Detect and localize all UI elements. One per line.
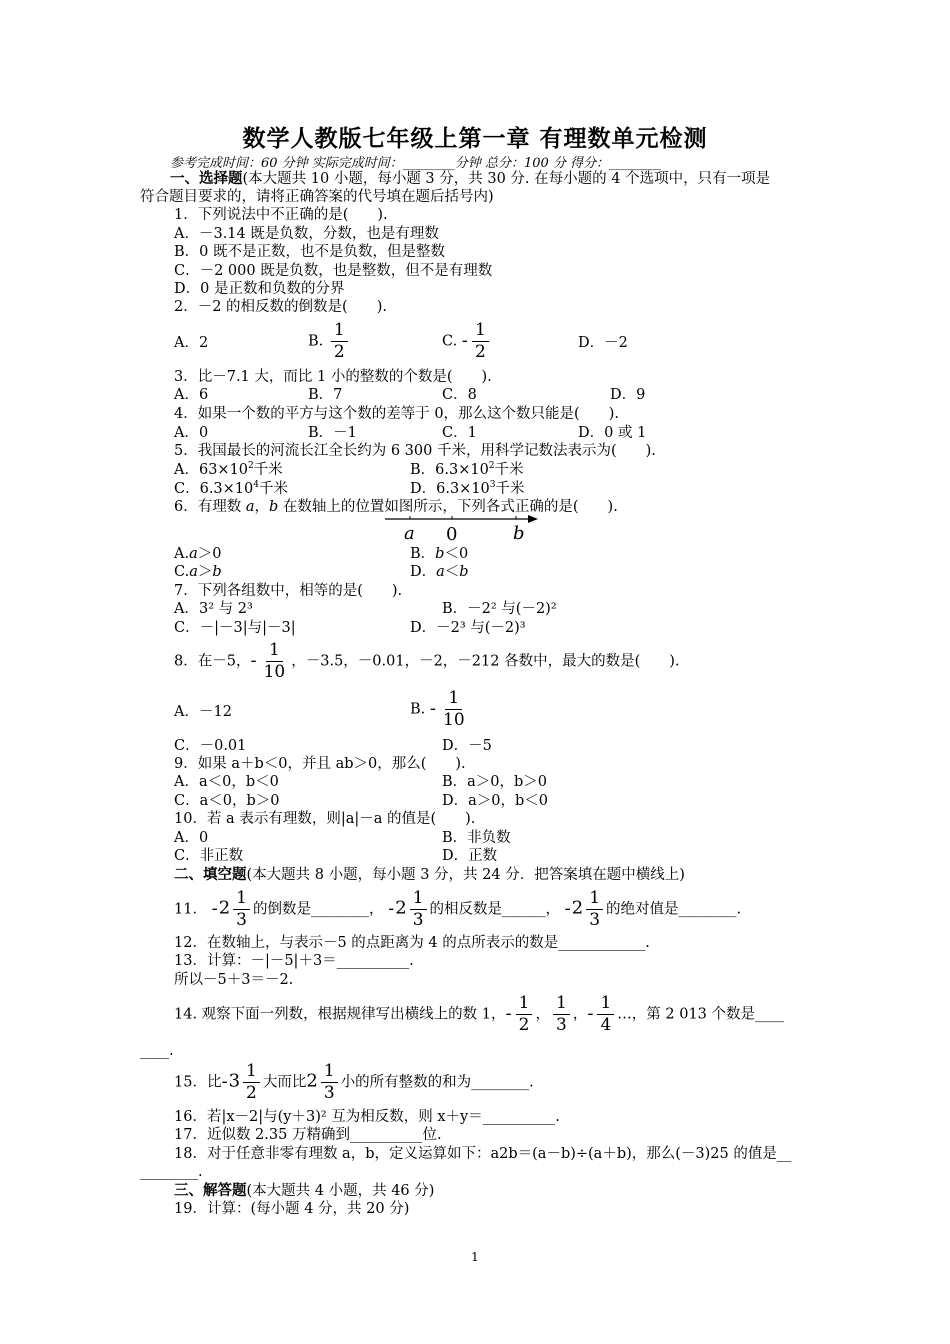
q14-post: …，第 2 013 个数是____ [617,1006,785,1023]
q6-option-d [410,563,469,581]
section1-desc1: (本大题共 10 小题，每小题 3 分，共 30 分. 在每小题的 4 个选项中，只有一项是 [242,171,771,187]
numerator: 1 [243,1061,260,1083]
q6-d-rel: ＜ [444,564,460,580]
q11-fraction-3 [586,888,603,931]
denominator: 2 [518,1015,530,1035]
q18: 18．对于任意非零有理数 a，b，定义运算如下：a2b＝(a－b)÷(a＋b)，那么(－3)25 的值是__ [174,1146,792,1162]
minus-sign: - [388,898,395,919]
q11-num: 11． [174,901,207,918]
q3-option-d: D．9 [610,387,646,403]
comma: ， [535,1006,550,1023]
label-a: a [404,523,415,544]
q13-note: 所以－5＋3＝－2. [174,972,294,988]
q7-option-c: C．－|－3|与|－3| [174,620,296,636]
q5-c-base: C．6.3×10 [174,481,254,497]
q8-fraction-b [440,688,468,731]
q9-option-d: D．a＞0，b＜0 [442,793,549,809]
section2-header [174,866,685,884]
q7-option-b: B．－2² 与(－2)² [442,601,557,617]
q14-fraction-3 [597,993,614,1036]
minus-sign: - [505,1003,512,1024]
q8-stem-pre: 8．在－5， [174,653,251,670]
q11-text-2: 的相反数是______， [429,901,561,918]
q8-fraction [261,640,289,683]
section1-desc2: 符合题目要求的，请将正确答案的代号填在题后括号内) [140,189,494,205]
q8-option-b [410,688,471,731]
q4-option-c: C．1 [442,425,477,441]
section3-desc: (本大题共 4 小题，共 46 分) [246,1183,435,1199]
q15-post: 小的所有整数的和为________. [340,1074,534,1091]
denominator: 3 [323,1083,335,1103]
q6-c-rel: ＞ [197,564,213,580]
var-a: a [436,564,445,580]
var-a: a [245,499,255,515]
section3-header [174,1182,434,1200]
q11 [174,888,741,931]
q6-d-label: D． [410,564,437,580]
numerator: 1 [331,320,348,342]
q3-option-c: C．8 [442,387,477,403]
q5-c-exponent: 4 [253,480,259,490]
q5-b-base: B．6.3×10 [410,462,489,478]
denominator: 3 [589,910,601,930]
denominator: 2 [333,342,345,362]
q5-option-a [174,461,283,479]
q3-stem: 3．比－7.1 大，而比 1 小的整数的个数是( ). [174,369,492,385]
q2-stem: 2．－2 的相反数的倒数是( ). [174,299,387,315]
q1-option-d: D．0 是正数和负数的分界 [174,281,345,297]
q16: 16．若|x－2|与(y＋3)² 互为相反数，则 x＋y＝__________. [174,1109,560,1125]
section1-heading: 一、选择题 [170,170,243,187]
q4-option-b: B．－1 [308,425,357,441]
section1-header [170,170,770,188]
numerator: 1 [472,320,489,342]
q15 [174,1061,534,1104]
denominator: 2 [474,342,486,362]
q5-option-b [410,461,524,479]
q11-text-3: 的绝对值是________. [606,901,742,918]
minus-sign: - [461,330,468,351]
q8-stem [174,640,680,683]
q14 [174,993,784,1036]
q5-d-base: D．6.3×10 [410,481,490,497]
whole-part: 2 [218,897,231,919]
numerator: 1 [410,888,427,910]
q1-option-c: C．－2 000 既是负数，也是整数，但不是有理数 [174,263,493,279]
q17: 17．近似数 2.35 万精确到__________位. [174,1127,442,1143]
q9-option-b: B．a＞0，b＞0 [442,774,548,790]
q15-mid: 大而比 [262,1074,307,1091]
q10-option-c: C．非正数 [174,848,244,864]
label-b: b [513,523,525,544]
var-b: b [269,499,279,515]
numerator: 1 [516,993,533,1015]
q7-stem: 7．下列各组数中，相等的是( ). [174,583,403,599]
minus-sign: - [429,698,437,719]
var-a: a [189,546,198,562]
q2-option-b-label: B. [308,333,324,350]
denominator: 3 [555,1015,567,1035]
minus-sign: - [587,1003,594,1024]
section2-heading: 二、填空题 [174,866,247,883]
var-a: a [189,564,198,580]
denominator: 2 [246,1083,257,1103]
var-b: b [212,564,222,580]
q8-option-a: A．－12 [174,704,232,720]
q9-stem: 9．如果 a＋b＜0，并且 ab＞0，那么( ). [174,756,466,772]
q1-option-a: A．－3.14 既是负数，分数，也是有理数 [174,226,439,242]
q9-option-c: C．a＜0，b＞0 [174,793,280,809]
q8-stem-post: ，－3.5，－0.01，－2，－212 各数中，最大的数是( ). [291,653,680,670]
q13: 13．计算：－|－5|＋3＝__________. [174,953,414,969]
q3-option-b: B．7 [308,387,343,403]
q1-option-b: B．0 既不是正数，也不是负数，但是整数 [174,244,445,260]
q6-stem-post: 在数轴上的位置如图所示，下列各式正确的是( ). [278,499,618,515]
q12: 12．在数轴上，与表示－5 的点距离为 4 的点所表示的数是____________. [174,935,650,951]
q15-fraction-1 [243,1061,260,1104]
q5-c-unit: 千米 [259,481,288,497]
minus-sign: - [221,1071,228,1092]
page-number: 1 [471,1250,479,1264]
q2-fraction-c [472,320,489,363]
q4-option-d: D．0 或 1 [578,425,647,441]
denominator: 10 [263,662,286,682]
q18-blank-continued: ________. [140,1164,203,1180]
q14-blank-continued: ____. [140,1043,174,1059]
numerator: 1 [586,888,603,910]
var-b: b [459,564,469,580]
q6-option-c [174,563,222,581]
numerator: 1 [553,993,570,1015]
section2-desc: (本大题共 8 小题，每小题 3 分，共 24 分．把答案填在题中横线上) [246,867,685,883]
q4-option-a: A．0 [174,425,209,441]
page-title: 数学人教版七年级上第一章 有理数单元检测 [242,126,708,152]
q10-option-b: B．非负数 [442,830,511,846]
q5-a-unit: 千米 [253,462,283,478]
numerator: 1 [266,640,283,662]
q5-option-c [174,480,288,498]
whole-part: 2 [395,897,407,919]
q8-option-d: D．－5 [442,738,492,754]
q9-option-a: A．a＜0，b＜0 [174,774,279,790]
q2-option-d: D．－2 [578,335,628,351]
whole-part: 2 [306,1070,318,1092]
minus-sign: - [564,898,571,919]
q5-b-unit: 千米 [494,462,524,478]
q15-pre: 15．比 [174,1074,222,1091]
q1-stem: 1．下列说法中不正确的是( ). [174,207,388,223]
q4-stem: 4．如果一个数的平方与这个数的差等于 0，那么这个数只能是( ). [174,406,619,422]
comma: ， [572,1006,588,1023]
q8-option-c: C．－0.01 [174,738,247,754]
numerator: 1 [233,888,250,910]
q6-option-a [174,545,221,563]
q5-option-d [410,480,525,498]
q2-option-c [442,320,492,363]
q5-a-base: A．63×10 [174,462,249,478]
q6-b-label: B． [410,546,436,562]
q6-a-rel: ＞0 [197,546,222,562]
q14-pre: 14. 观察下面一列数，根据规律写出横线上的数 1， [174,1006,506,1023]
q2-option-c-label: C. [442,333,458,350]
q7-option-d: D．－2³ 与(－2)³ [410,620,526,636]
section3-heading: 三、解答题 [174,1182,247,1199]
denominator: 3 [412,910,424,930]
whole-part: 3 [228,1070,241,1092]
q6-option-b [410,545,468,563]
q3-option-a: A．6 [174,387,209,403]
q2-fraction-b [331,320,348,363]
q14-fraction-2 [553,993,570,1036]
q5-b-exponent: 2 [488,461,495,471]
q10-option-a: A．0 [174,830,209,846]
numerator: 1 [597,993,614,1015]
q11-fraction-2 [410,888,427,931]
minus-sign: - [211,898,218,919]
var-b: b [435,546,445,562]
arrow-icon [528,515,538,523]
q6-c-label: C. [174,564,190,580]
denominator: 3 [236,910,247,930]
q6-stem-pre: 6．有理数 [174,499,246,515]
q10-option-d: D．正数 [442,848,498,864]
q8-b-label: B. [410,701,426,718]
q14-fraction-1 [516,993,533,1036]
q11-text-1: 的倒数是________， [252,901,384,918]
denominator: 10 [443,710,465,730]
q5-d-unit: 千米 [495,481,525,497]
whole-part: 2 [571,897,584,919]
label-zero: 0 [446,524,458,544]
q2-option-b [308,320,351,363]
q6-stem-mid: ， [254,499,269,515]
q6-b-rel: ＜0 [444,546,469,562]
denominator: 4 [600,1015,612,1035]
q11-fraction-1 [233,888,250,931]
q7-option-a: A．3² 与 2³ [174,601,253,617]
q5-a-exponent: 2 [248,461,254,471]
numerator: 1 [445,688,462,710]
numerator: 1 [321,1061,338,1083]
q6-a-label: A. [174,546,190,562]
q19: 19．计算：(每小题 4 分，共 20 分) [174,1201,410,1217]
minus-sign: - [250,650,257,671]
q2-option-a: A．2 [174,335,209,351]
q5-stem: 5．我国最长的河流长江全长约为 6 300 千米，用科学记数法表示为( ). [174,443,656,459]
exam-meta: 参考完成时间：60 分钟 实际完成时间：________分钟 总分：100 分 得分：________ [170,156,662,171]
q5-d-exponent: 3 [489,480,496,490]
q10-stem: 10．若 a 表示有理数，则|a|－a 的值是( ). [174,811,476,827]
q15-fraction-2 [321,1061,338,1104]
number-line-figure [380,512,540,544]
